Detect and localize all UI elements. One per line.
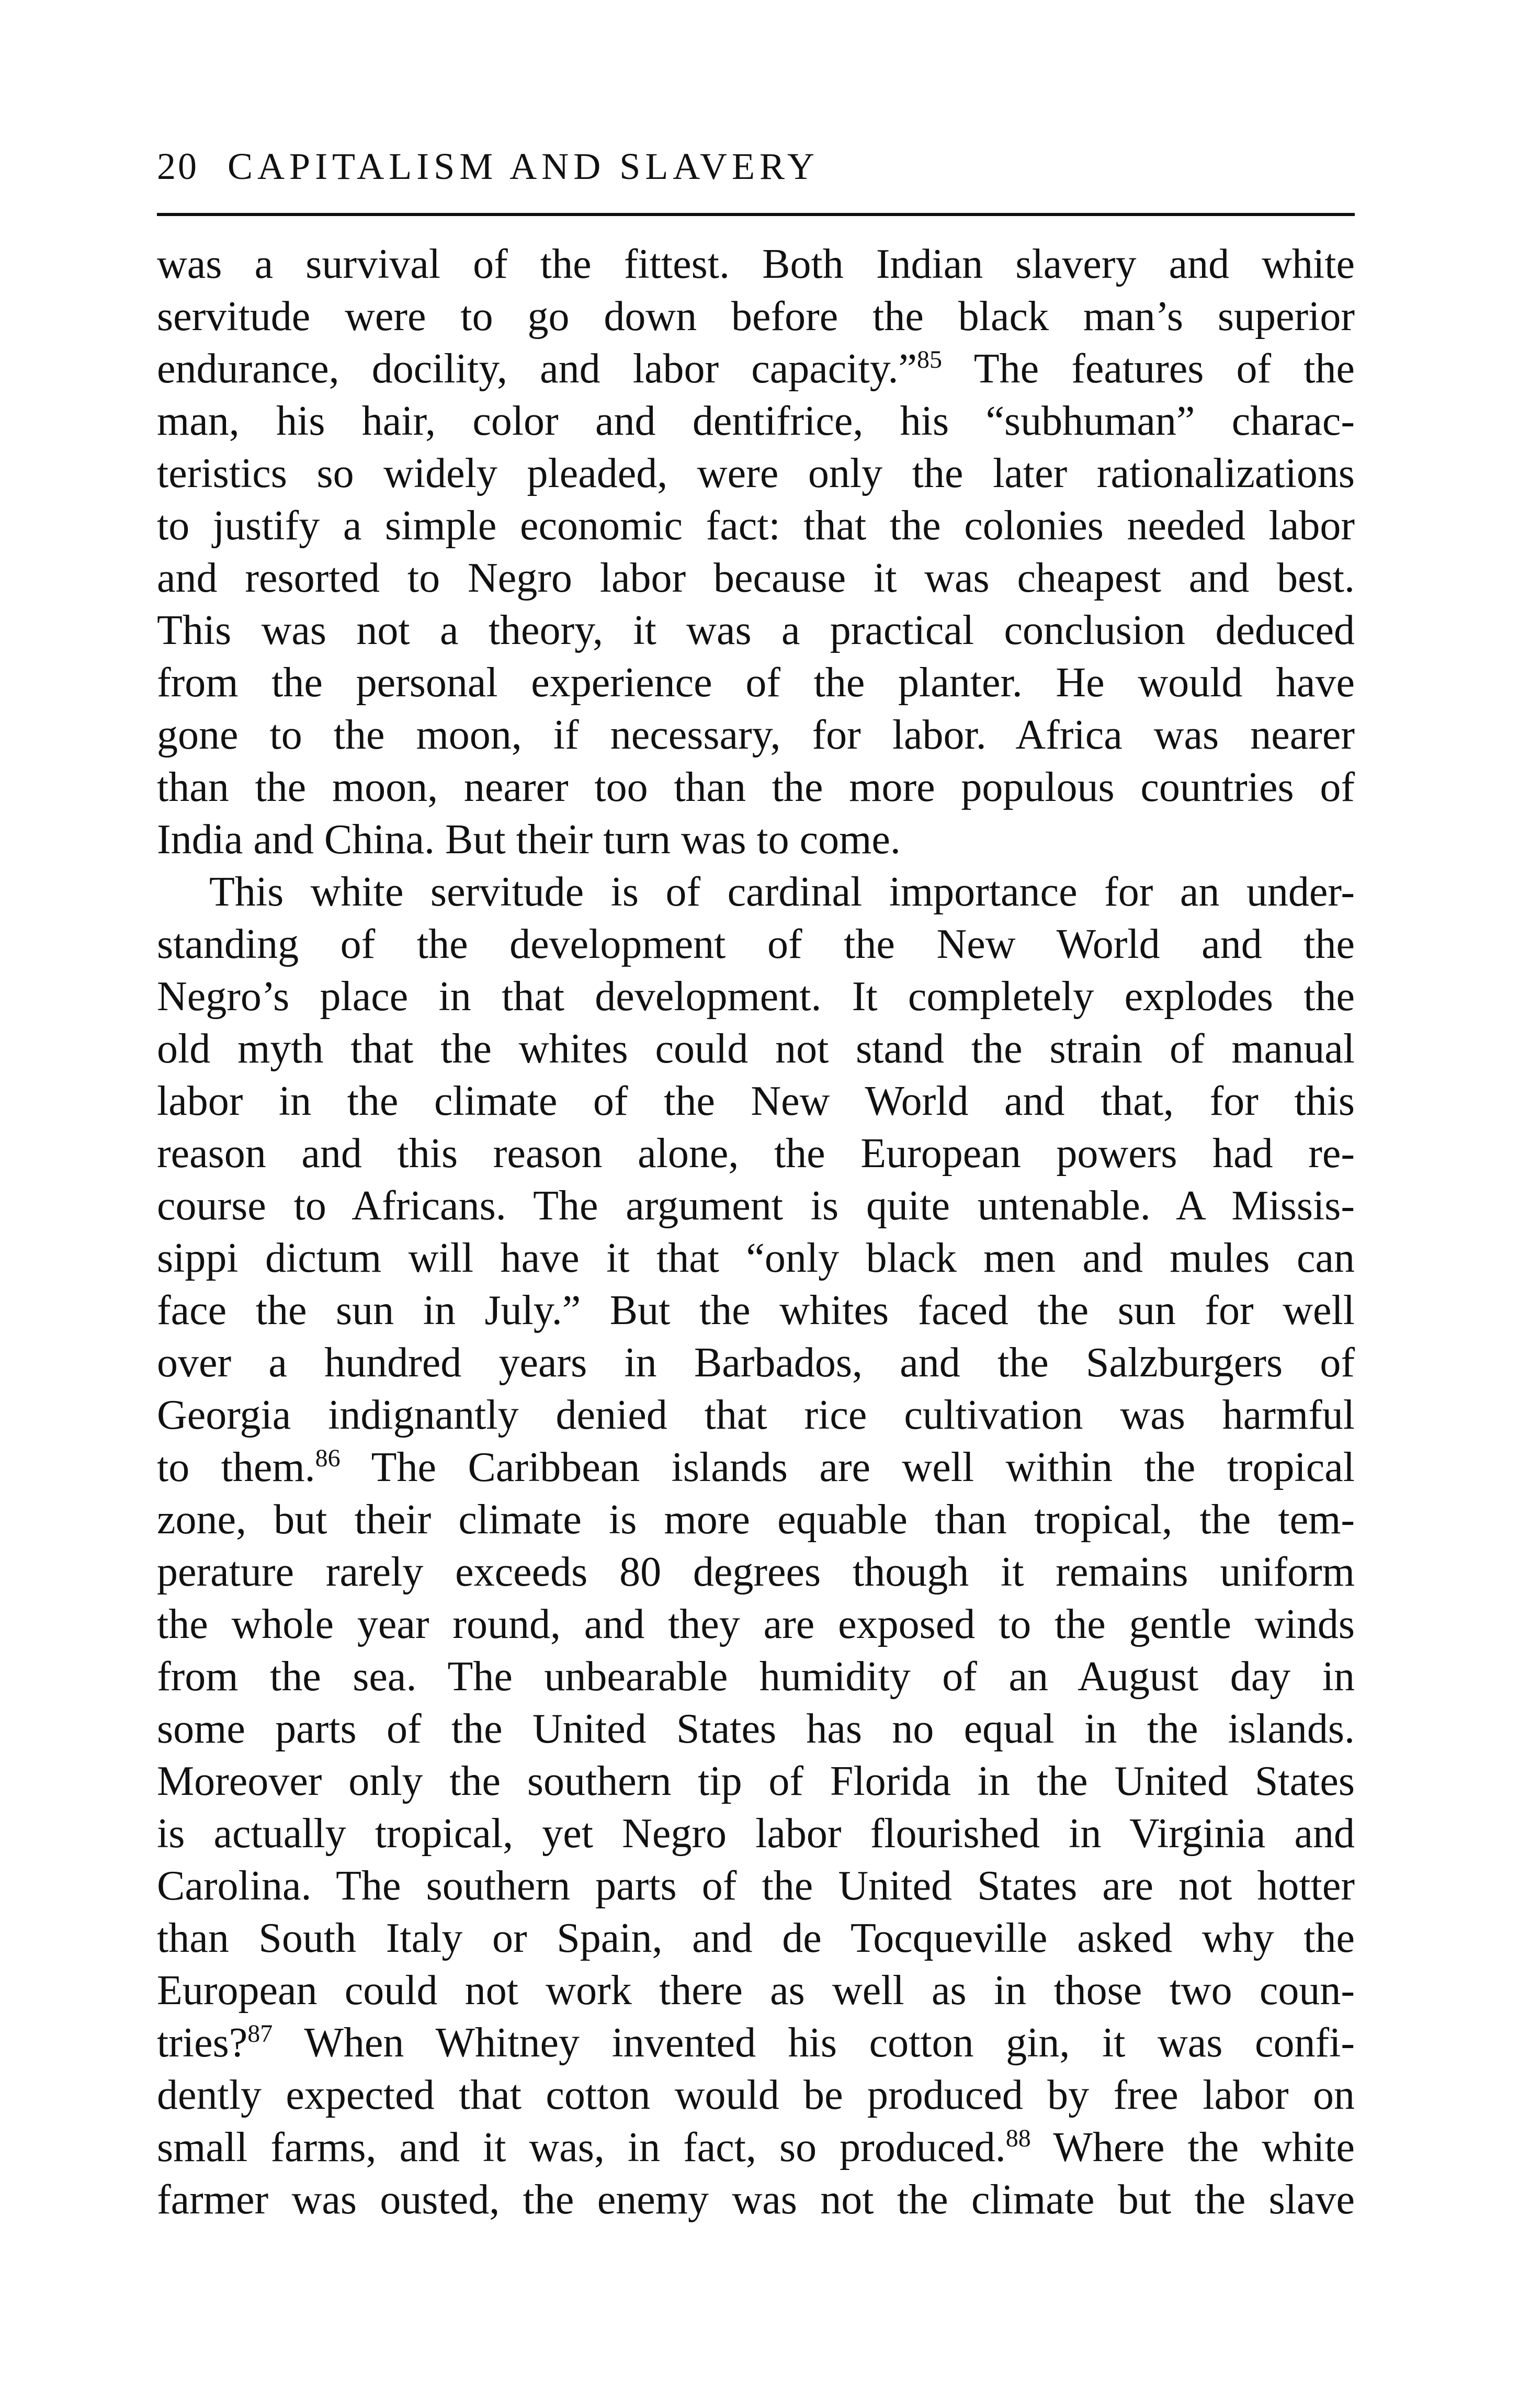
line-text: and resorted to Negro labor because it was cheapest and best. bbox=[157, 555, 1355, 601]
line-text: is actually tropical, yet Negro labor flourished in Virginia and bbox=[157, 1811, 1355, 1857]
text-line bbox=[157, 709, 1355, 761]
text-line bbox=[157, 1650, 1355, 1703]
text-line bbox=[157, 1755, 1355, 1807]
line-text-continuation: Where the white bbox=[1030, 2124, 1355, 2170]
text-line bbox=[157, 2017, 1355, 2069]
text-line bbox=[157, 290, 1355, 343]
text-line bbox=[157, 2121, 1355, 2174]
text-line bbox=[157, 500, 1355, 552]
line-text: from the sea. The unbearable humidity of an August day in bbox=[157, 1654, 1355, 1700]
line-text: dently expected that cotton would be produced by free labor on bbox=[157, 2072, 1355, 2118]
line-text: endurance, docility, and labor capacity.” bbox=[157, 346, 917, 392]
text-line bbox=[157, 2069, 1355, 2121]
running-head bbox=[157, 140, 1355, 193]
line-text: servitude were to go down before the black man’s superior bbox=[157, 293, 1355, 340]
line-text: farmer was ousted, the enemy was not the climate but the slave bbox=[157, 2177, 1355, 2223]
text-line bbox=[157, 1860, 1355, 1912]
text-line bbox=[157, 1389, 1355, 1441]
paragraph bbox=[157, 866, 1355, 2226]
line-text-continuation: When Whitney invented his cotton gin, it was confi- bbox=[273, 2020, 1355, 2066]
text-line bbox=[157, 1337, 1355, 1389]
line-text: This was not a theory, it was a practical conclusion deduced bbox=[157, 607, 1355, 653]
text-line bbox=[157, 1284, 1355, 1337]
footnote-marker: 85 bbox=[917, 346, 943, 374]
line-text: sippi dictum will have it that “only black men and mules can bbox=[157, 1235, 1355, 1281]
text-line bbox=[157, 761, 1355, 813]
text-line bbox=[157, 866, 1355, 918]
line-text: gone to the moon, if necessary, for labor. Africa was nearer bbox=[157, 712, 1355, 758]
header-rule bbox=[157, 213, 1355, 216]
text-line bbox=[157, 1807, 1355, 1860]
line-text: course to Africans. The argument is quite untenable. A Missis- bbox=[157, 1183, 1355, 1229]
line-text: labor in the climate of the New World and that, for this bbox=[157, 1078, 1355, 1124]
text-line bbox=[157, 1598, 1355, 1650]
text-line bbox=[157, 1441, 1355, 1494]
line-text: India and China. But their turn was to come. bbox=[157, 817, 901, 863]
text-line bbox=[157, 552, 1355, 604]
line-text-continuation: The features of the bbox=[942, 346, 1355, 392]
text-line bbox=[157, 447, 1355, 500]
text-line bbox=[157, 1075, 1355, 1127]
line-text: to justify a simple economic fact: that the colonies needed labor bbox=[157, 503, 1355, 549]
text-line bbox=[157, 2174, 1355, 2226]
line-text: zone, but their climate is more equable than tropical, the tem- bbox=[157, 1497, 1355, 1543]
line-text: standing of the development of the New World and the bbox=[157, 921, 1355, 967]
page-number: 20 bbox=[157, 145, 199, 187]
line-text: the whole year round, and they are exposed to the gentle winds bbox=[157, 1601, 1355, 1647]
text-line bbox=[157, 1232, 1355, 1284]
line-text: perature rarely exceeds 80 degrees though it remains uniform bbox=[157, 1549, 1355, 1595]
footnote-marker: 87 bbox=[247, 2020, 273, 2048]
line-text: small farms, and it was, in fact, so produced. bbox=[157, 2124, 1006, 2170]
paragraph bbox=[157, 238, 1355, 866]
line-text: than South Italy or Spain, and de Tocqueville asked why the bbox=[157, 1915, 1355, 1961]
running-head-title: CAPITALISM AND SLAVERY bbox=[228, 145, 820, 187]
text-line bbox=[157, 1023, 1355, 1075]
footnote-marker: 86 bbox=[315, 1444, 341, 1472]
line-text: face the sun in July.” But the whites faced the sun for well bbox=[157, 1287, 1355, 1333]
text-line bbox=[157, 1964, 1355, 2017]
line-text: some parts of the United States has no equal in the islands. bbox=[157, 1706, 1355, 1752]
line-text: Georgia indignantly denied that rice cultivation was harmful bbox=[157, 1392, 1355, 1438]
text-line bbox=[157, 657, 1355, 709]
text-line bbox=[157, 970, 1355, 1023]
text-line bbox=[157, 395, 1355, 447]
text-line bbox=[157, 1127, 1355, 1180]
text-line bbox=[157, 813, 1355, 866]
text-line bbox=[157, 1180, 1355, 1232]
text-line bbox=[157, 604, 1355, 657]
line-text-continuation: The Caribbean islands are well within the tropical bbox=[340, 1444, 1355, 1490]
line-text: from the personal experience of the planter. He would have bbox=[157, 660, 1355, 706]
line-text: Negro’s place in that development. It completely explodes the bbox=[157, 974, 1355, 1020]
line-text: European could not work there as well as in those two coun- bbox=[157, 1968, 1355, 2014]
footnote-marker: 88 bbox=[1005, 2124, 1031, 2152]
text-line bbox=[157, 1703, 1355, 1755]
line-text: This white servitude is of cardinal importance for an under- bbox=[209, 869, 1355, 915]
body-text bbox=[157, 238, 1355, 2226]
text-line bbox=[157, 343, 1355, 395]
line-text: teristics so widely pleaded, were only the later rationalizations bbox=[157, 450, 1355, 496]
line-text: reason and this reason alone, the European powers had re- bbox=[157, 1130, 1355, 1177]
line-text: tries? bbox=[157, 2020, 248, 2066]
line-text: than the moon, nearer too than the more populous countries of bbox=[157, 764, 1355, 810]
line-text: Moreover only the southern tip of Florida in the United States bbox=[157, 1758, 1355, 1804]
text-line bbox=[157, 918, 1355, 970]
line-text: man, his hair, color and dentifrice, his “subhuman” charac- bbox=[157, 398, 1355, 444]
line-text: old myth that the whites could not stand the strain of manual bbox=[157, 1026, 1355, 1072]
text-line bbox=[157, 1912, 1355, 1964]
line-text: over a hundred years in Barbados, and the Salzburgers of bbox=[157, 1340, 1355, 1386]
line-text: to them. bbox=[157, 1444, 315, 1490]
text-line bbox=[157, 1546, 1355, 1598]
line-text: was a survival of the fittest. Both Indian slavery and white bbox=[157, 241, 1355, 287]
text-line bbox=[157, 1494, 1355, 1546]
text-line bbox=[157, 238, 1355, 290]
line-text: Carolina. The southern parts of the United States are not hotter bbox=[157, 1863, 1355, 1909]
